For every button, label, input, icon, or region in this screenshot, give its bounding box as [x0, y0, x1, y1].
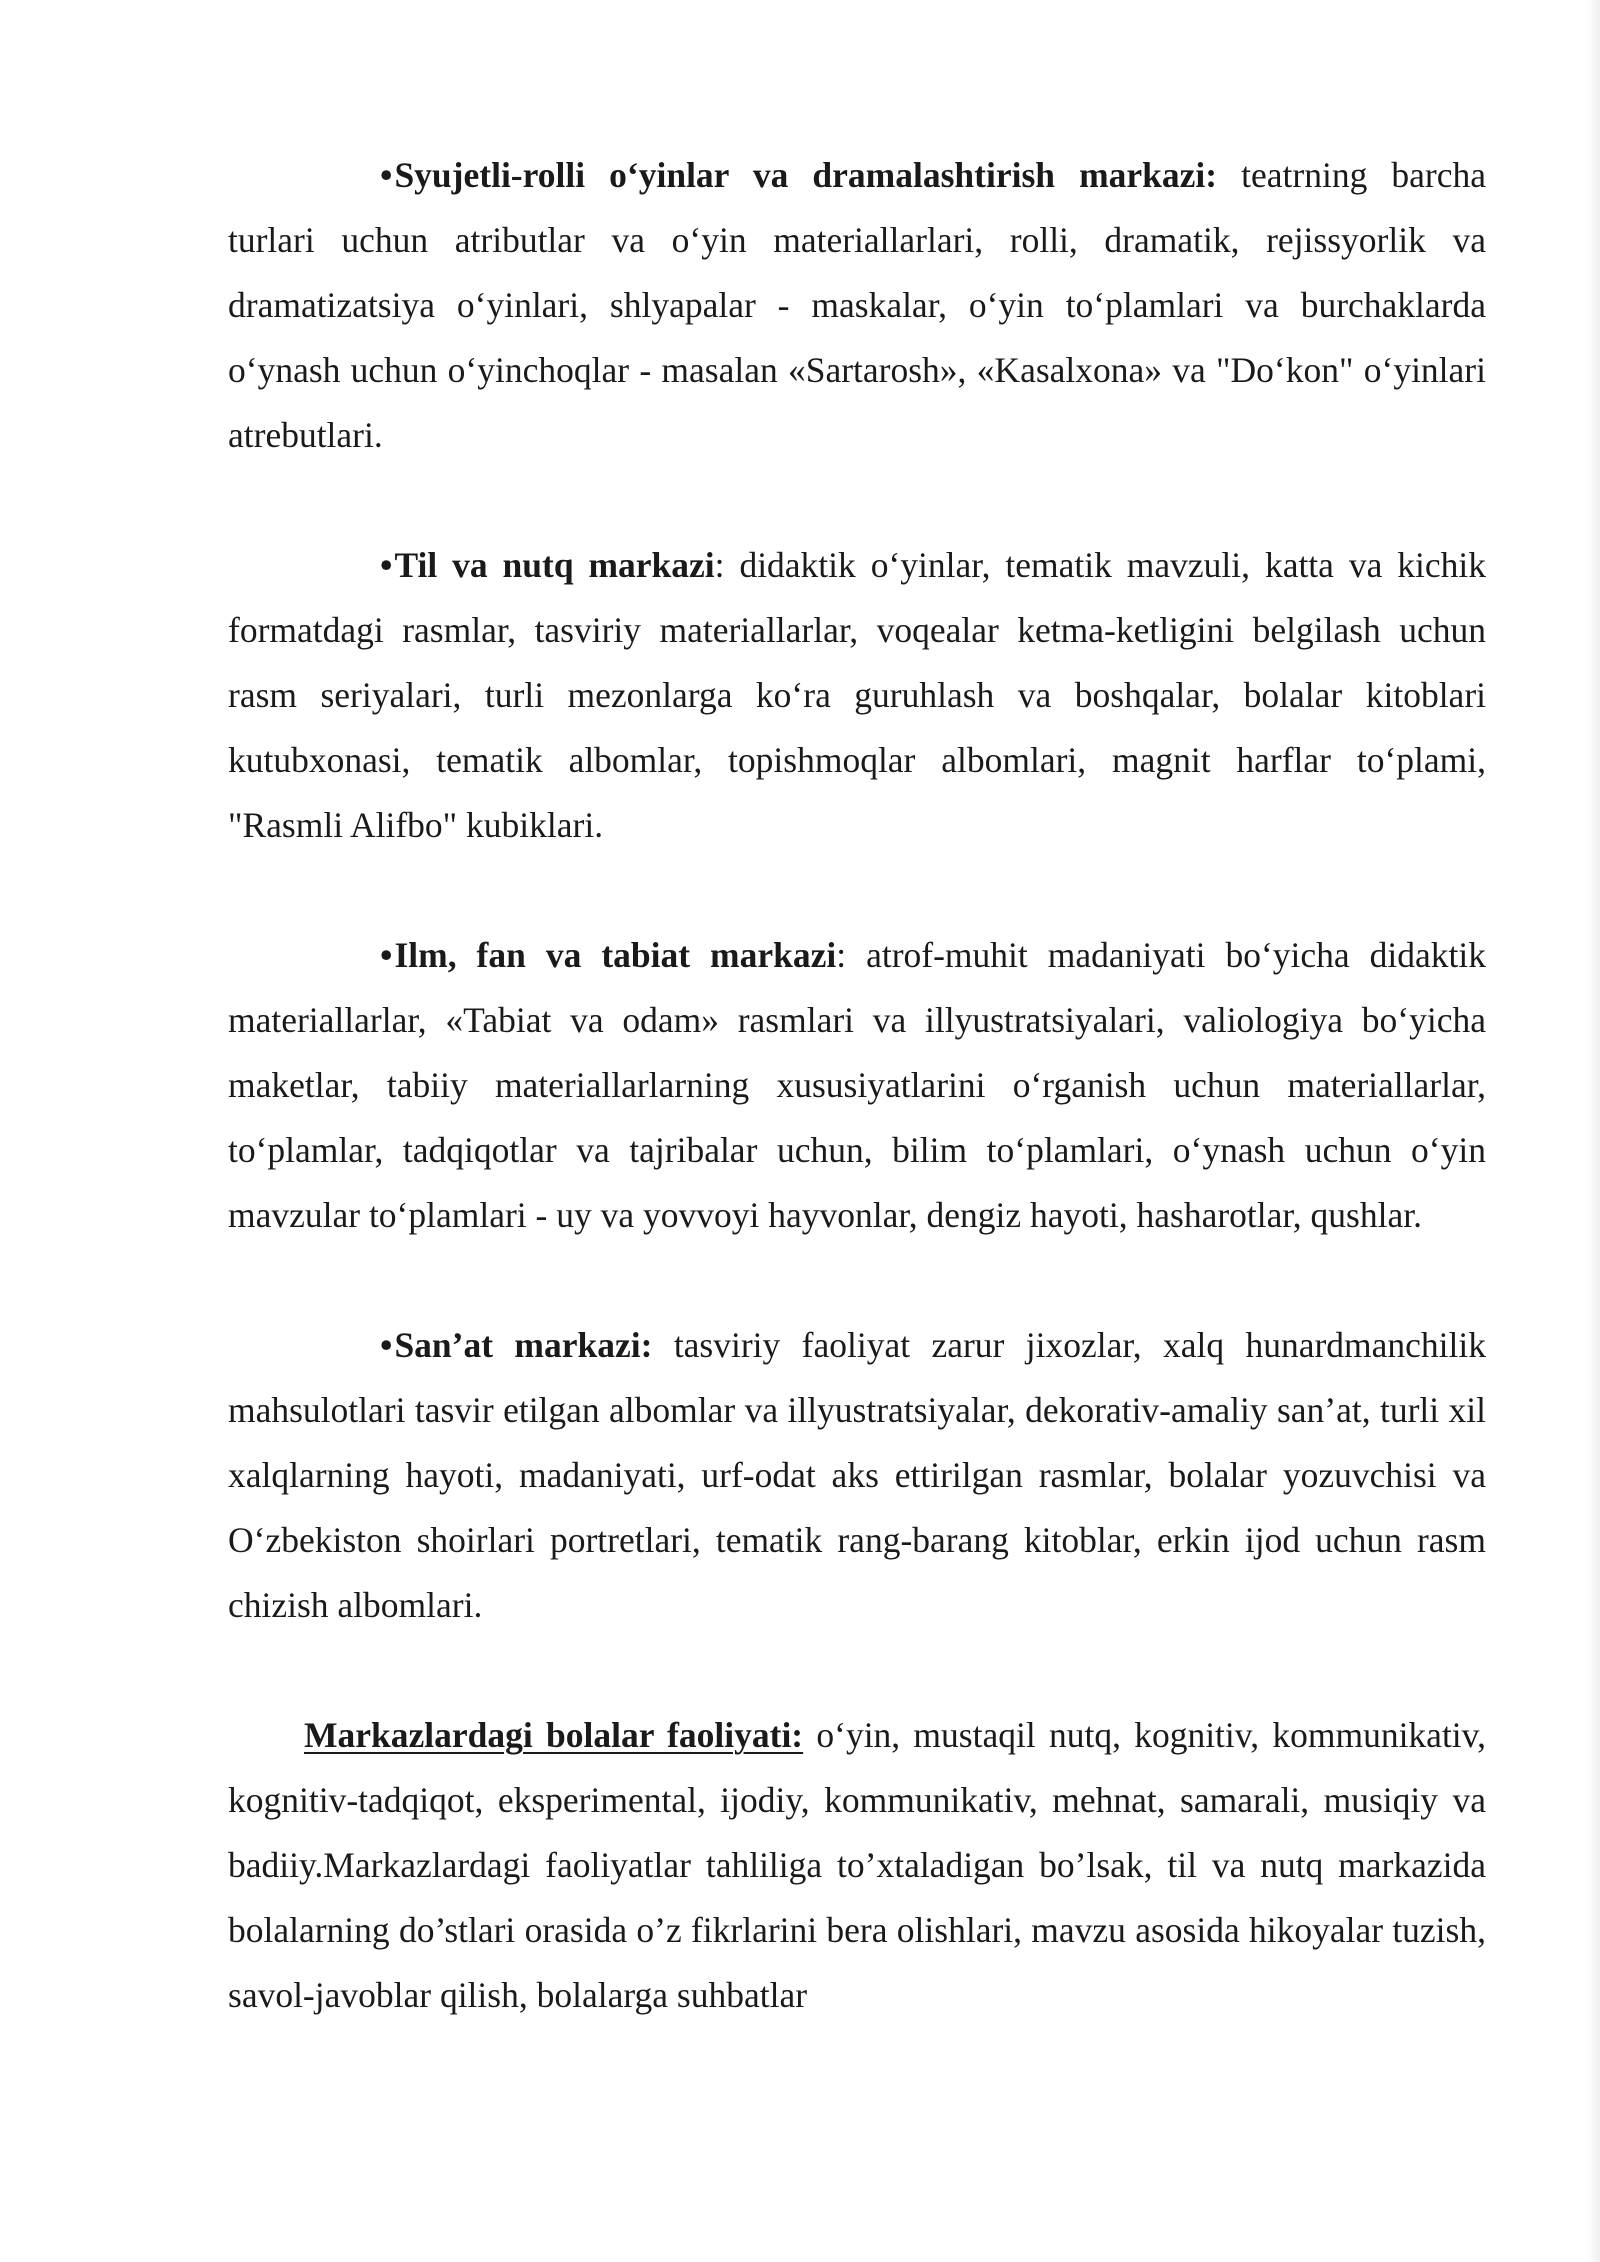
bullet-icon: • [380, 1325, 393, 1365]
section-body: : atrof-muhit madaniyati bo‘yicha didaktik materiallarlar, «Tabiat va odam» rasmlari va illyustratsiyalari, valiologiya bo‘yicha maketlar, tabiiy materiallarlarning xususiyatlarini o‘rganish uchun materiallarlar, to‘plamlar, tadqiqotlar va tajribalar uchun, bilim to‘plamlari, o‘ynash uchun o‘yin mavzular to‘plamlari - uy va yovvoyi hayvonlar, dengiz hayoti, hasharotlar, qushlar. [228, 935, 1486, 1235]
section-body: teatrning barcha turlari uchun atributlar va o‘yin materiallarlari, rolli, dramatik, rejissyorlik va dramatizatsiya o‘yinlari, shlyapalar - maskalar, o‘yin to‘plamlari va burchaklarda o‘ynash uchun o‘yinchoqlar - masalan «Sartarosh», «Kasalxona» va "Do‘kon" o‘yinlari atrebutlari. [228, 155, 1486, 455]
section-science-center [228, 923, 1486, 1248]
activities-body: o‘yin, mustaqil nutq, kognitiv, kommunikativ, kognitiv-tadqiqot, eksperimental, ijodiy, kommunikativ, mehnat, samarali, musiqiy va badiiy.Markazlardagi faoliyatlar tahliliga to’xtaladigan bo’lsak, til va nutq markazida bolalarning do’stlari orasida o’z fikrlarini bera olishlari, mavzu asosida hikoyalar tuzish, savol-javoblar qilish, bolalarga suhbatlar [228, 1715, 1486, 2015]
section-art-center [228, 1313, 1486, 1638]
section-roleplay-center [228, 143, 1486, 468]
document-page [228, 143, 1486, 2028]
section-body: : didaktik o‘yinlar, tematik mavzuli, katta va kichik formatdagi rasmlar, tasviriy materiallarlar, voqealar ketma-ketligini belgilash uchun rasm seriyalari, turli mezonlarga ko‘ra guruhlash va boshqalar, bolalar kitoblari kutubxonasi, tematik albomlar, topishmoqlar albomlari, magnit harflar to‘plami, "Rasmli Alifbo" kubiklari. [228, 545, 1486, 845]
section-body: tasviriy faoliyat zarur jixozlar, xalq hunardmanchilik mahsulotlari tasvir etilgan albomlar va illyustratsiyalar, dekorativ-amaliy san’at, turli xil xalqlarning hayoti, madaniyati, urf-odat aks ettirilgan rasmlar, bolalar yozuvchisi va O‘zbekiston shoirlari portretlari, tematik rang-barang kitoblar, erkin ijod uchun rasm chizish albomlari. [228, 1325, 1486, 1625]
section-activities [228, 1703, 1486, 2028]
section-title: Til va nutq markazi [394, 545, 715, 585]
section-title: Ilm, fan va tabiat markazi [394, 935, 837, 975]
bullet-icon: • [380, 935, 393, 975]
section-language-center [228, 533, 1486, 858]
activities-heading: Markazlardagi bolalar faoliyati: [304, 1715, 804, 1755]
bullet-icon: • [380, 155, 393, 195]
section-title: Syujetli-rolli o‘yinlar va dramalashtirish markazi: [394, 155, 1218, 195]
bullet-icon: • [380, 545, 393, 585]
page-edge-shadow [1586, 0, 1600, 2262]
section-title: San’at markazi: [394, 1325, 653, 1365]
